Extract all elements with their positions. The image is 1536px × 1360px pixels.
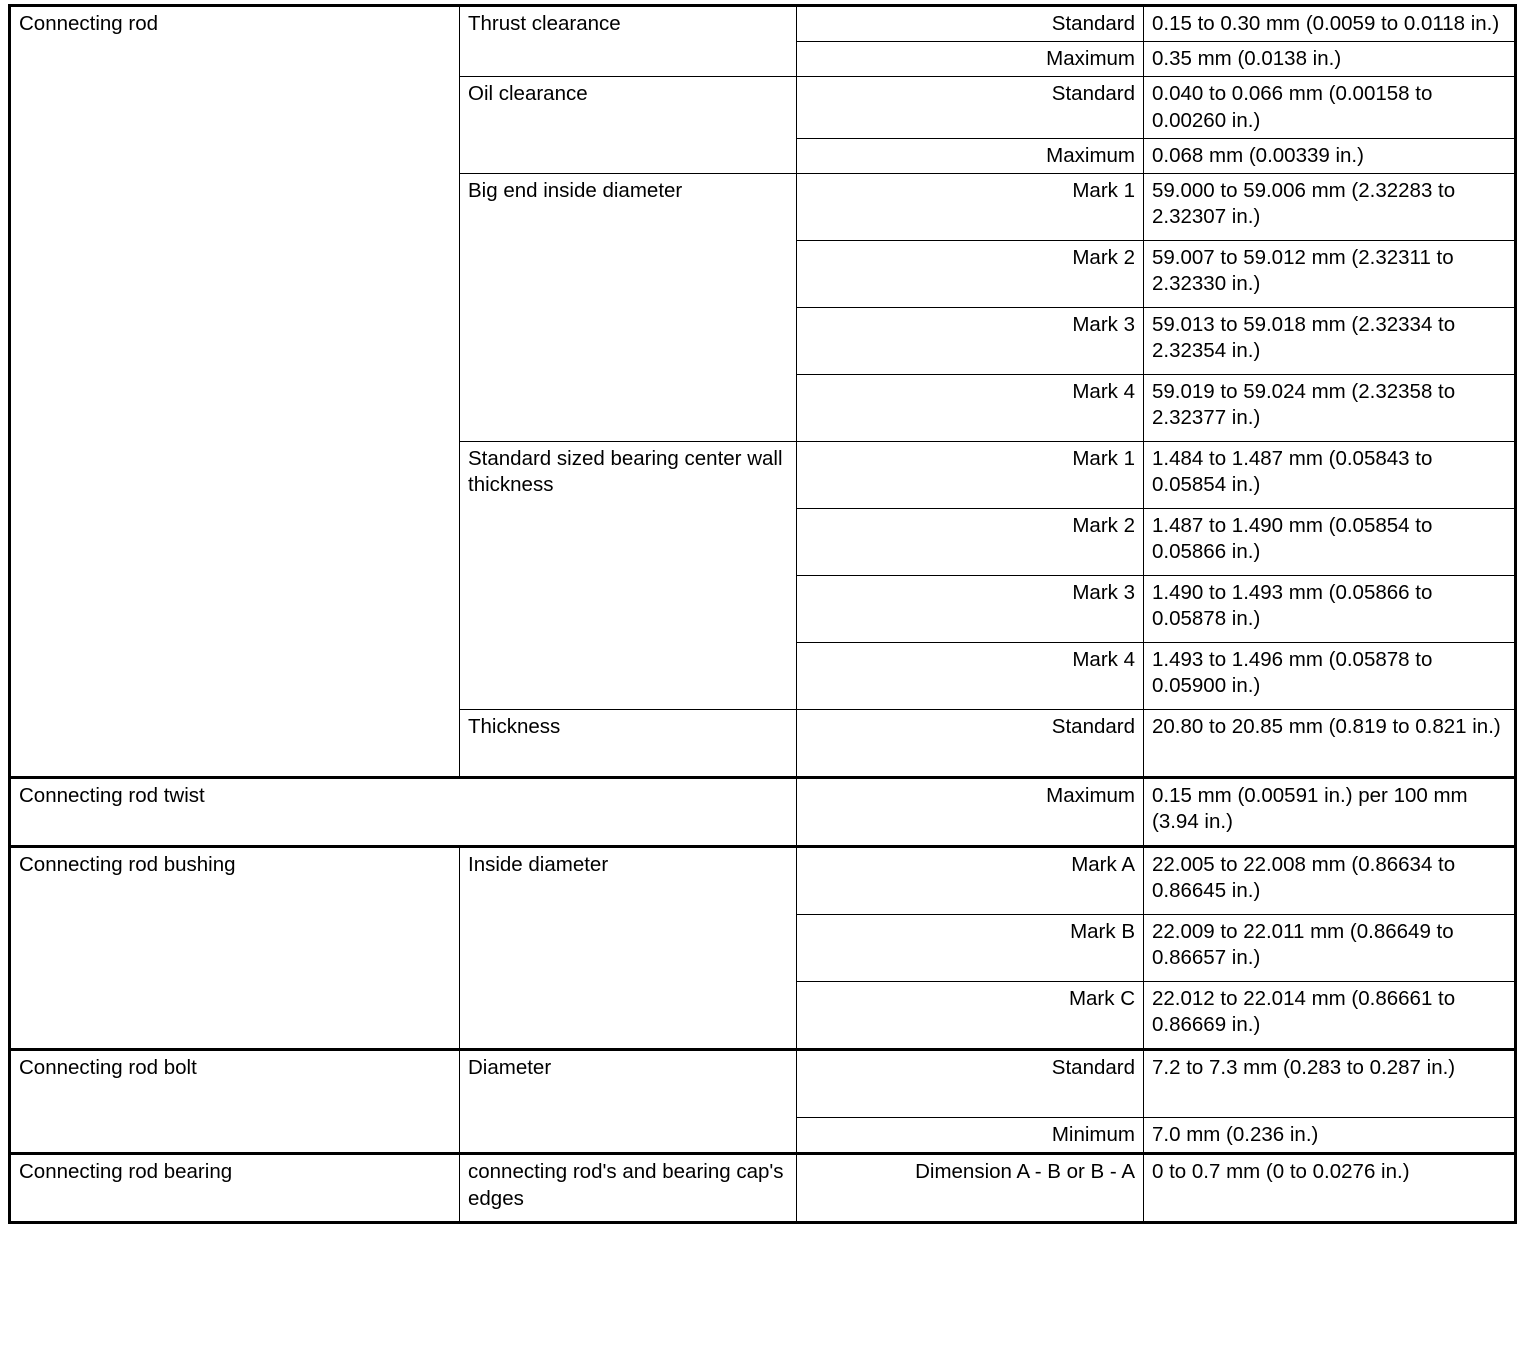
table-row <box>10 1154 1516 1223</box>
qualifier: Maximum <box>797 42 1144 77</box>
value: 1.490 to 1.493 mm (0.05866 to 0.05878 in.) <box>1144 576 1516 643</box>
table-row <box>10 1050 1516 1118</box>
value: 59.007 to 59.012 mm (2.32311 to 2.32330 in.) <box>1144 241 1516 308</box>
value: 0.15 to 0.30 mm (0.0059 to 0.0118 in.) <box>1144 6 1516 42</box>
qualifier: Mark 3 <box>797 576 1144 643</box>
category-connecting-rod-twist: Connecting rod twist <box>10 778 797 847</box>
subgroup-standard-sized-bearing-center-wall-thickness: Standard sized bearing center wall thickness <box>460 442 797 710</box>
qualifier: Mark A <box>797 847 1144 915</box>
specifications-table <box>8 4 1517 1224</box>
qualifier: Mark 2 <box>797 509 1144 576</box>
qualifier: Dimension A - B or B - A <box>797 1154 1144 1223</box>
value: 1.487 to 1.490 mm (0.05854 to 0.05866 in.) <box>1144 509 1516 576</box>
qualifier: Standard <box>797 6 1144 42</box>
value: 1.484 to 1.487 mm (0.05843 to 0.05854 in.) <box>1144 442 1516 509</box>
subgroup-inside-diameter: Inside diameter <box>460 847 797 1050</box>
subgroup-thrust-clearance: Thrust clearance <box>460 6 797 77</box>
value: 7.2 to 7.3 mm (0.283 to 0.287 in.) <box>1144 1050 1516 1118</box>
subgroup-diameter: Diameter <box>460 1050 797 1154</box>
value: 0.15 mm (0.00591 in.) per 100 mm (3.94 in.) <box>1144 778 1516 847</box>
value: 1.493 to 1.496 mm (0.05878 to 0.05900 in.) <box>1144 643 1516 710</box>
subgroup-rod-and-cap-edges: connecting rod's and bearing cap's edges <box>460 1154 797 1223</box>
value: 22.005 to 22.008 mm (0.86634 to 0.86645 in.) <box>1144 847 1516 915</box>
qualifier: Mark 1 <box>797 442 1144 509</box>
qualifier: Standard <box>797 1050 1144 1118</box>
subgroup-thickness: Thickness <box>460 710 797 778</box>
value: 0.068 mm (0.00339 in.) <box>1144 138 1516 173</box>
category-connecting-rod-bearing: Connecting rod bearing <box>10 1154 460 1223</box>
qualifier: Maximum <box>797 778 1144 847</box>
qualifier: Mark B <box>797 915 1144 982</box>
table-row <box>10 6 1516 42</box>
qualifier: Mark 2 <box>797 241 1144 308</box>
category-connecting-rod-bushing: Connecting rod bushing <box>10 847 460 1050</box>
value: 22.012 to 22.014 mm (0.86661 to 0.86669 in.) <box>1144 982 1516 1050</box>
value: 20.80 to 20.85 mm (0.819 to 0.821 in.) <box>1144 710 1516 778</box>
value: 7.0 mm (0.236 in.) <box>1144 1118 1516 1154</box>
qualifier: Mark 3 <box>797 308 1144 375</box>
category-connecting-rod-bolt: Connecting rod bolt <box>10 1050 460 1154</box>
subgroup-big-end-inside-diameter: Big end inside diameter <box>460 174 797 442</box>
category-connecting-rod: Connecting rod <box>10 6 460 778</box>
value: 0.040 to 0.066 mm (0.00158 to 0.00260 in.) <box>1144 77 1516 138</box>
value: 0.35 mm (0.0138 in.) <box>1144 42 1516 77</box>
qualifier: Minimum <box>797 1118 1144 1154</box>
subgroup-oil-clearance: Oil clearance <box>460 77 797 174</box>
qualifier: Standard <box>797 77 1144 138</box>
qualifier: Mark 4 <box>797 375 1144 442</box>
value: 59.000 to 59.006 mm (2.32283 to 2.32307 in.) <box>1144 174 1516 241</box>
qualifier: Mark C <box>797 982 1144 1050</box>
value: 59.019 to 59.024 mm (2.32358 to 2.32377 in.) <box>1144 375 1516 442</box>
table-row <box>10 847 1516 915</box>
qualifier: Mark 1 <box>797 174 1144 241</box>
qualifier: Mark 4 <box>797 643 1144 710</box>
value: 0 to 0.7 mm (0 to 0.0276 in.) <box>1144 1154 1516 1223</box>
qualifier: Standard <box>797 710 1144 778</box>
value: 59.013 to 59.018 mm (2.32334 to 2.32354 in.) <box>1144 308 1516 375</box>
value: 22.009 to 22.011 mm (0.86649 to 0.86657 in.) <box>1144 915 1516 982</box>
qualifier: Maximum <box>797 138 1144 173</box>
table-row <box>10 778 1516 847</box>
